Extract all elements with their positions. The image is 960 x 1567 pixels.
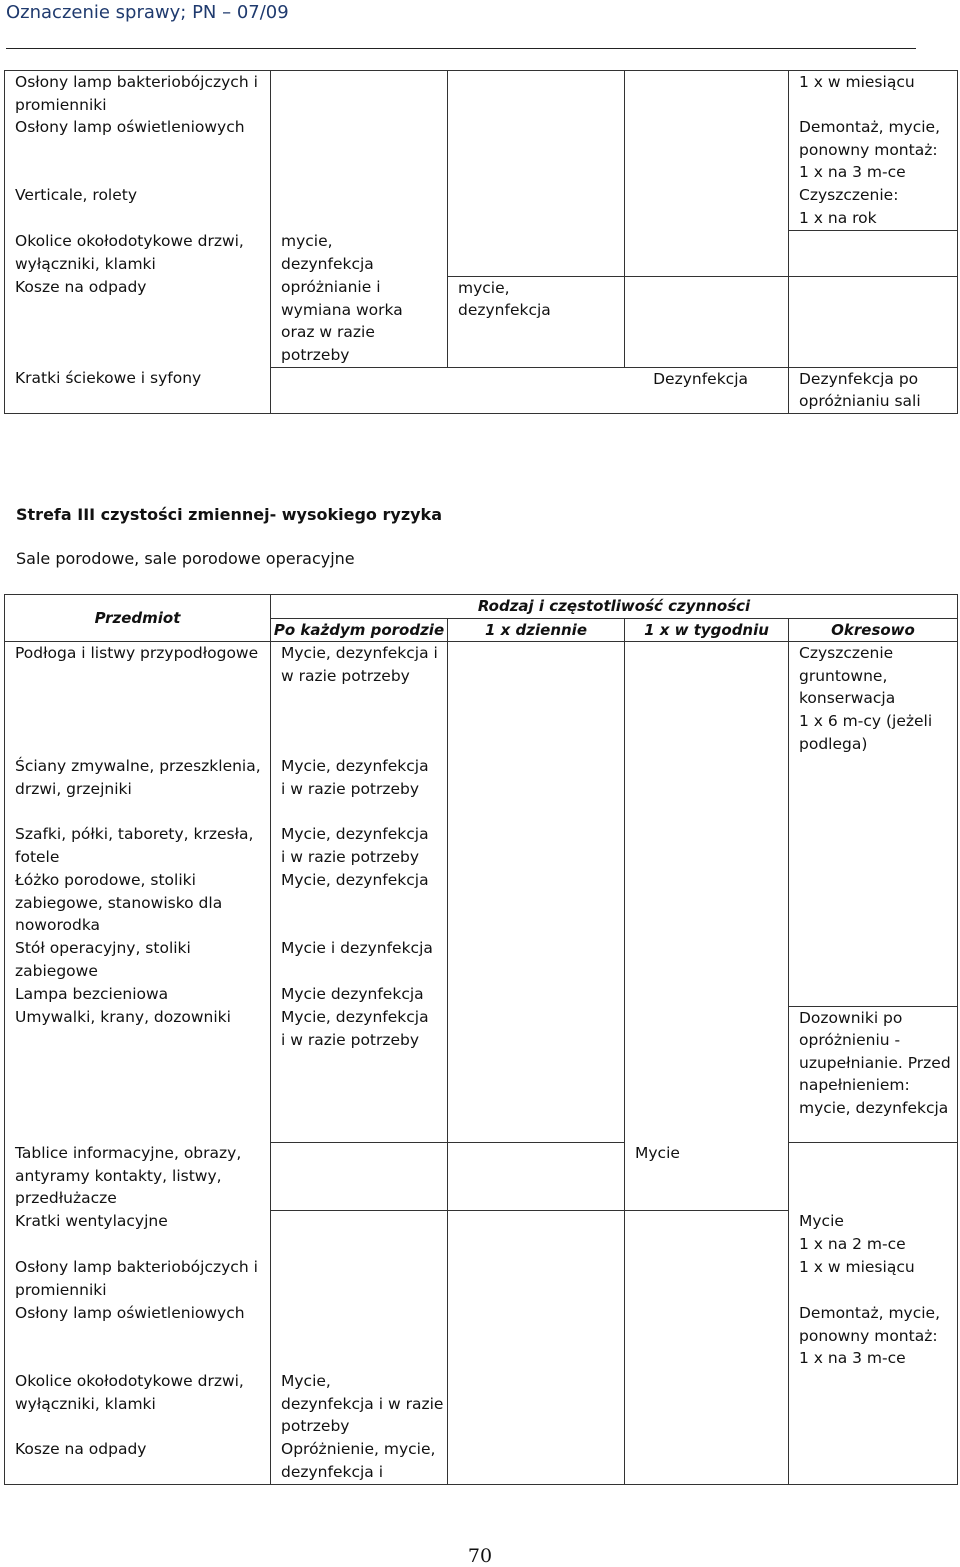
table-row xyxy=(5,1370,958,1438)
cell xyxy=(625,983,789,1006)
table-row xyxy=(5,642,958,755)
table-row xyxy=(5,823,958,869)
cell: Mycie, dezynfekcja xyxy=(271,869,448,937)
cell xyxy=(789,1142,958,1210)
section-subtitle: Sale porodowe, sale porodowe operacyjne xyxy=(16,549,355,568)
cell: Czyszczenie: 1 x na rok xyxy=(789,184,958,230)
cell xyxy=(448,1006,625,1142)
cleaning-table-continued xyxy=(4,70,958,414)
cell: Mycie 1 x na 2 m-ce xyxy=(789,1210,958,1256)
cell: Demontaż, mycie, ponowny montaż: 1 x na 3 m-ce xyxy=(789,1302,958,1370)
cell: Mycie dezynfekcja xyxy=(271,983,448,1006)
cell xyxy=(271,1142,448,1210)
cell xyxy=(789,755,958,823)
cell xyxy=(625,276,789,367)
cell xyxy=(448,116,625,184)
cell xyxy=(271,1302,448,1370)
item-cell: Osłony lamp bakteriobójczych i promienniki xyxy=(5,1256,271,1302)
cell xyxy=(789,1438,958,1484)
cell xyxy=(448,1370,625,1438)
table-row xyxy=(5,276,958,367)
cell xyxy=(448,71,625,117)
cell xyxy=(625,1302,789,1370)
item-cell: Osłony lamp oświetleniowych xyxy=(5,1302,271,1370)
table-row xyxy=(5,1256,958,1302)
table-row xyxy=(5,184,958,230)
item-cell: Verticale, rolety xyxy=(5,184,271,230)
table-header-row xyxy=(5,595,958,619)
document-reference: Oznaczenie sprawy; PN – 07/09 xyxy=(6,2,289,23)
cell xyxy=(271,1210,448,1256)
cell xyxy=(625,1006,789,1142)
table-row xyxy=(5,1142,958,1210)
cell xyxy=(625,823,789,869)
cell xyxy=(625,230,789,276)
cell: Mycie, dezynfekcja i w razie potrzeby xyxy=(271,1006,448,1142)
cell xyxy=(625,869,789,937)
item-cell: Okolice okołodotykowe drzwi, wyłączniki, klamki xyxy=(5,1370,271,1438)
cell xyxy=(448,1302,625,1370)
cell xyxy=(448,937,625,983)
cell: Demontaż, mycie, ponowny montaż: 1 x na 3 m-ce xyxy=(789,116,958,184)
cell xyxy=(789,230,958,276)
cell xyxy=(448,184,625,230)
cell xyxy=(625,71,789,117)
item-cell: Umywalki, krany, dozowniki xyxy=(5,1006,271,1142)
table-row xyxy=(5,116,958,184)
item-cell: Tablice informacyjne, obrazy, antyramy kontakty, listwy, przedłużacze xyxy=(5,1142,271,1210)
header-rule xyxy=(6,48,916,49)
cell xyxy=(271,1256,448,1302)
cell xyxy=(448,823,625,869)
table-row xyxy=(5,869,958,937)
table-row xyxy=(5,1302,958,1370)
cell xyxy=(271,367,448,413)
item-cell: Podłoga i listwy przypodłogowe xyxy=(5,642,271,755)
cell: 1 x w miesiącu xyxy=(789,71,958,117)
header-col-2: 1 x dziennie xyxy=(448,618,625,642)
cell xyxy=(271,184,448,230)
item-cell: Lampa bezcieniowa xyxy=(5,983,271,1006)
table-row xyxy=(5,1006,958,1142)
cell: Dozowniki po opróżnieniu - uzupełnianie. Przed napełnieniem: mycie, dezynfekcja xyxy=(789,1006,958,1142)
item-cell: Kosze na odpady xyxy=(5,1438,271,1484)
header-item: Przedmiot xyxy=(5,595,271,642)
cell xyxy=(448,1438,625,1484)
cell xyxy=(789,1370,958,1438)
cell: Mycie, dezynfekcja i w razie potrzeby xyxy=(271,755,448,823)
cell: mycie, dezynfekcja xyxy=(448,276,625,367)
cell xyxy=(625,755,789,823)
table-row xyxy=(5,983,958,1006)
cell xyxy=(271,116,448,184)
table-row xyxy=(5,367,958,413)
item-cell: Okolice okołodotykowe drzwi, wyłączniki, klamki xyxy=(5,230,271,276)
cell xyxy=(625,184,789,230)
cell xyxy=(448,1210,625,1256)
cell: Mycie i dezynfekcja xyxy=(271,937,448,983)
cell xyxy=(448,983,625,1006)
cell: Opróżnienie, mycie, dezynfekcja i xyxy=(271,1438,448,1484)
table-row xyxy=(5,1438,958,1484)
cell xyxy=(448,869,625,937)
item-cell: Osłony lamp oświetleniowych xyxy=(5,116,271,184)
item-cell: Osłony lamp bakteriobójczych i promienniki xyxy=(5,71,271,117)
cell xyxy=(448,642,625,755)
item-cell: Kosze na odpady xyxy=(5,276,271,367)
cell: mycie, dezynfekcja xyxy=(271,230,448,276)
table-row xyxy=(5,937,958,983)
header-col-4: Okresowo xyxy=(789,618,958,642)
cell xyxy=(625,116,789,184)
item-cell: Kratki ściekowe i syfony xyxy=(5,367,271,413)
cell xyxy=(789,276,958,367)
item-cell: Szafki, półki, taborety, krzesła, fotele xyxy=(5,823,271,869)
cell: opróżnianie i wymiana worka oraz w razie potrzeby xyxy=(271,276,448,367)
table-row xyxy=(5,1210,958,1256)
header-col-1: Po każdym porodzie xyxy=(271,618,448,642)
page-number: 70 xyxy=(467,1545,493,1567)
cell xyxy=(448,367,625,413)
item-cell: Kratki wentylacyjne xyxy=(5,1210,271,1256)
cell xyxy=(789,869,958,937)
table-row xyxy=(5,755,958,823)
cell xyxy=(789,983,958,1006)
cleaning-table-zone-iii xyxy=(4,594,958,1485)
item-cell: Łóżko porodowe, stoliki zabiegowe, stanowisko dla noworodka xyxy=(5,869,271,937)
cell: Dezynfekcja po opróżnianiu sali xyxy=(789,367,958,413)
cell xyxy=(271,71,448,117)
cell xyxy=(448,1142,625,1210)
cell: Mycie, dezynfekcja i w razie potrzeby xyxy=(271,1370,448,1438)
cell xyxy=(789,823,958,869)
cell: 1 x w miesiącu xyxy=(789,1256,958,1302)
cell: Dezynfekcja xyxy=(625,367,789,413)
cell xyxy=(625,1256,789,1302)
cell xyxy=(625,1210,789,1256)
cell: Mycie, dezynfekcja i w razie potrzeby xyxy=(271,823,448,869)
cell xyxy=(625,937,789,983)
cell xyxy=(625,1438,789,1484)
cell: Mycie xyxy=(625,1142,789,1210)
cell xyxy=(625,642,789,755)
item-cell: Ściany zmywalne, przeszklenia, drzwi, grzejniki xyxy=(5,755,271,823)
cell xyxy=(448,1256,625,1302)
table-row xyxy=(5,71,958,117)
table-row xyxy=(5,230,958,276)
header-col-3: 1 x w tygodniu xyxy=(625,618,789,642)
cell: Mycie, dezynfekcja i w razie potrzeby xyxy=(271,642,448,755)
section-title: Strefa III czystości zmiennej- wysokiego ryzyka xyxy=(16,505,442,524)
header-group: Rodzaj i częstotliwość czynności xyxy=(271,595,958,619)
cell: Czyszczenie gruntowne, konserwacja 1 x 6 m-cy (jeżeli podlega) xyxy=(789,642,958,755)
cell xyxy=(789,937,958,983)
cell xyxy=(448,230,625,276)
cell xyxy=(448,755,625,823)
item-cell: Stół operacyjny, stoliki zabiegowe xyxy=(5,937,271,983)
cell xyxy=(625,1370,789,1438)
